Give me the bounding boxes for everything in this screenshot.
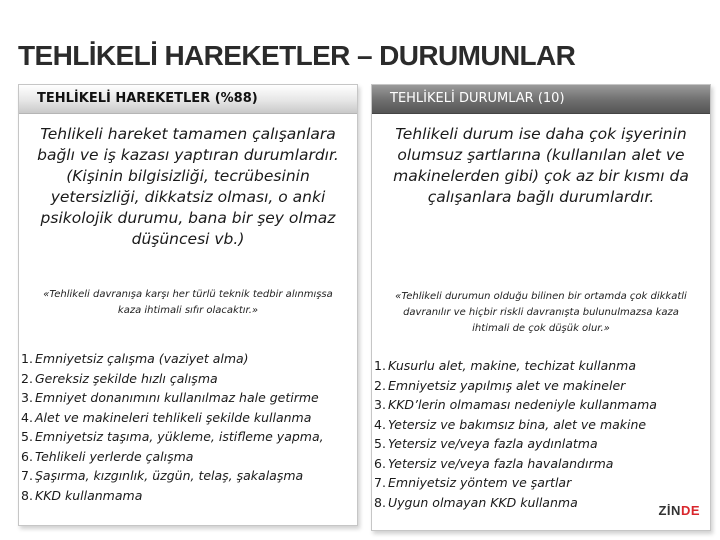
list-item-number: 7. — [374, 475, 386, 490]
dangerous-acts-list — [19, 349, 357, 505]
list-item — [374, 356, 710, 376]
list-item-number: 2. — [21, 370, 33, 386]
dangerous-acts-definition: Tehlikeli hareket tamamen çalışanlara bağlı ve iş kazası yaptıran durumlardır. (Kişinin bilgisizliği, tecrübesinin yetersizliği, dikkatsiz olması, o anki psikolojik durumu, bana bir şey olmaz düşüncesi vb.) — [37, 125, 339, 248]
list-item-text: Emniyet donanımını kullanılmaz hale getirme — [35, 390, 319, 405]
list-item-text: Yetersiz ve/veya fazla aydınlatma — [388, 436, 598, 451]
list-item-text: Yetersiz ve/veya fazla havalandırma — [388, 455, 614, 471]
list-item-text: Tehlikeli yerlerde çalışma — [35, 448, 194, 464]
list-item-text: Emniyetsiz yöntem ve şartlar — [388, 475, 572, 490]
list-item — [374, 376, 710, 396]
logo-part-1: ZİN — [658, 503, 681, 518]
list-item — [374, 454, 710, 474]
list-item-text: Gereksiz şekilde hızlı çalışma — [35, 370, 218, 386]
list-item-number: 7. — [21, 468, 33, 483]
dangerous-conditions-panel — [371, 84, 711, 531]
dangerous-conditions-quote: «Tehlikeli durumun olduğu bilinen bir ortamda çok dikkatli davranılır ve hiçbir riskli davranışta bulunulmazsa kaza ihtimali de çok düşük olur.» — [395, 291, 687, 334]
list-item-text: KKD kullanmama — [35, 487, 143, 503]
list-item-number: 3. — [21, 390, 33, 405]
list-item-text: Kusurlu alet, makine, techizat kullanma — [388, 358, 636, 373]
list-item — [374, 434, 710, 454]
list-item — [374, 395, 710, 415]
list-item — [21, 349, 357, 369]
list-item — [21, 486, 357, 506]
slide-title: TEHLİKELİ HAREKETLER – DURUMUNLAR — [18, 40, 576, 71]
list-item-text: Emniyetsiz yapılmış alet ve makineler — [388, 377, 626, 393]
list-item-text: KKD’lerin olmaması nedeniyle kullanmama — [388, 397, 657, 412]
list-item-text: Emniyetsiz çalışma (vaziyet alma) — [35, 351, 249, 366]
list-item-number: 2. — [374, 377, 386, 393]
list-item-number: 5. — [374, 436, 386, 451]
dangerous-conditions-definition: Tehlikeli durum ise daha çok işyerinin olumsuz şartlarına (kullanılan alet ve makinelerden gibi) çok az bir kısmı da çalışanlara bağlı durumlardır. — [393, 125, 689, 206]
list-item — [21, 466, 357, 486]
logo-part-2: DE — [680, 503, 700, 518]
list-item-number: 6. — [374, 455, 386, 471]
list-item — [21, 447, 357, 467]
list-item-text: Uygun olmayan KKD kullanma — [388, 494, 578, 510]
zinde-logo — [658, 503, 700, 518]
list-item-number: 5. — [21, 429, 33, 444]
list-item-number: 8. — [374, 494, 386, 510]
list-item-number: 4. — [21, 409, 33, 425]
list-item-number: 1. — [21, 351, 33, 366]
dangerous-conditions-list — [372, 356, 710, 512]
list-item-number: 8. — [21, 487, 33, 503]
list-item — [374, 415, 710, 435]
dangerous-conditions-header: TEHLİKELİ DURUMLAR (10) — [372, 85, 710, 114]
list-item — [21, 408, 357, 428]
list-item-text: Emniyetsiz taşıma, yükleme, istifleme yapma, — [35, 429, 324, 444]
dangerous-acts-panel — [18, 84, 358, 526]
list-item-number: 4. — [374, 416, 386, 432]
list-item — [21, 427, 357, 447]
list-item-text: Şaşırma, kızgınlık, üzgün, telaş, şakalaşma — [35, 468, 304, 483]
list-item-number: 1. — [374, 358, 386, 373]
list-item — [374, 473, 710, 493]
list-item-text: Alet ve makineleri tehlikeli şekilde kullanma — [35, 409, 312, 425]
dangerous-acts-quote: «Tehlikeli davranışa karşı her türlü teknik tedbir alınmışsa kaza ihtimali sıfır olacaktır.» — [43, 289, 333, 316]
list-item-text: Yetersiz ve bakımsız bina, alet ve makine — [388, 416, 647, 432]
dangerous-acts-header: TEHLİKELİ HAREKETLER (%88) — [19, 85, 357, 114]
list-item-number: 3. — [374, 397, 386, 412]
list-item — [21, 388, 357, 408]
list-item-number: 6. — [21, 448, 33, 464]
list-item — [21, 369, 357, 389]
